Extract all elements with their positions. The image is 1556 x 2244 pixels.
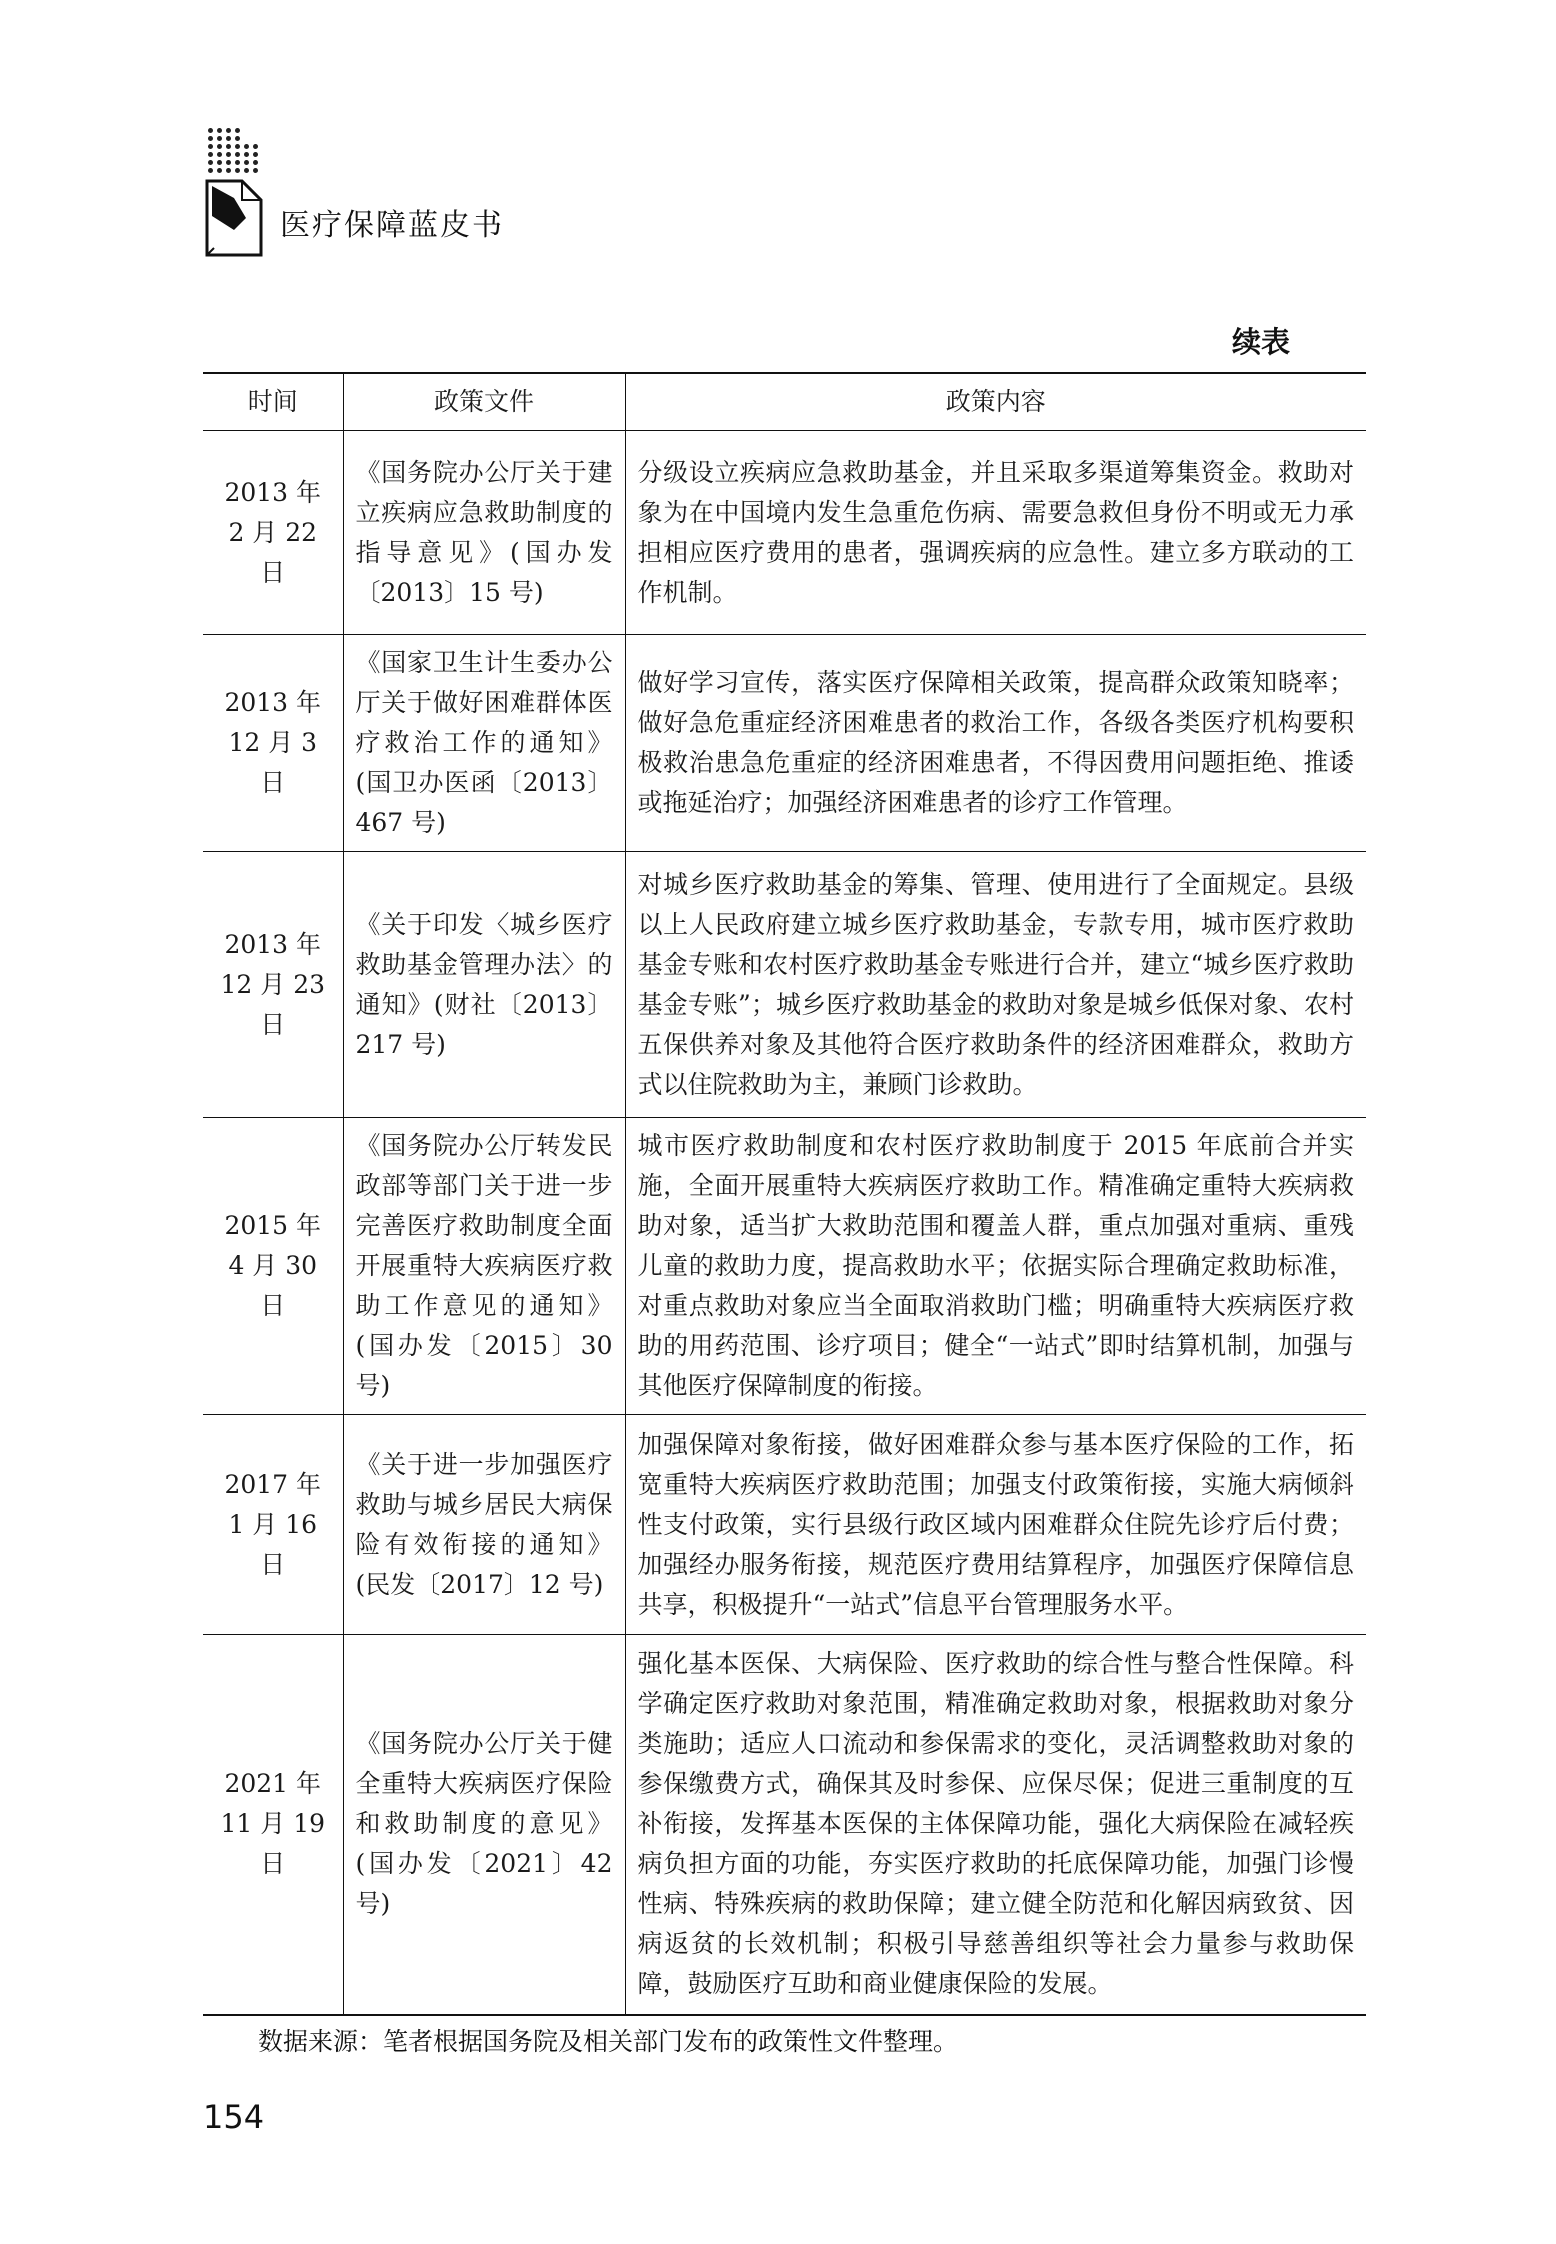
dot	[217, 168, 222, 173]
date-cell	[203, 1635, 343, 2015]
dot	[244, 160, 249, 165]
date-cell	[203, 852, 343, 1118]
dot	[208, 152, 213, 157]
date-day: 11 月 19 日	[220, 1809, 326, 1879]
dot	[217, 144, 222, 149]
dot	[235, 168, 240, 173]
dot	[244, 144, 249, 149]
table-continued-label: 续表	[1231, 325, 1290, 359]
policy-table	[203, 372, 1366, 2016]
dot	[253, 152, 258, 157]
column-header-content: 政策内容	[625, 373, 1366, 431]
document-cell: 《国务院办公厅关于健全重特大疾病医疗保险和救助制度的意见》(国办发〔2021〕42 号)	[343, 1635, 625, 2015]
running-header	[200, 118, 600, 268]
dot	[217, 152, 222, 157]
dot	[226, 144, 231, 149]
date-day: 4 月 30 日	[228, 1251, 318, 1320]
dot	[226, 168, 231, 173]
date-year: 2013 年	[224, 688, 322, 717]
content-cell: 城市医疗救助制度和农村医疗救助制度于 2015 年底前合并实施，全面开展重特大疾病医疗救助工作。精准确定重特大疾病救助对象，适当扩大救助范围和覆盖人群，重点加强对重病、重残儿童的救助力度，提高救助水平；依据实际合理确定救助标准，对重点救助对象应当全面取消救助门槛；明确重特大疾病医疗救助的用药范围、诊疗项目；健全“一站式”即时结算机制，加强与其他医疗保障制度的衔接。	[625, 1118, 1366, 1415]
dot	[208, 136, 213, 141]
dot	[235, 136, 240, 141]
dot	[217, 160, 222, 165]
source-note: 数据来源：笔者根据国务院及相关部门发布的政策性文件整理。	[258, 2027, 959, 2056]
date-day: 12 月 23 日	[220, 969, 326, 1039]
date-cell	[203, 1118, 343, 1415]
dot	[253, 144, 258, 149]
column-header-document: 政策文件	[343, 373, 625, 431]
dot	[244, 168, 249, 173]
table-row	[203, 1635, 1366, 2015]
book-title: 医疗保障蓝皮书	[280, 208, 504, 243]
dot	[226, 152, 231, 157]
date-cell	[203, 635, 343, 852]
date-year: 2015 年	[224, 1211, 322, 1240]
table-header-row	[203, 373, 1366, 431]
dot	[217, 136, 222, 141]
dot	[217, 128, 222, 133]
book-icon	[204, 178, 264, 258]
table-row	[203, 431, 1366, 635]
document-cell: 《关于进一步加强医疗救助与城乡居民大病保险有效衔接的通知》(民发〔2017〕12 号)	[343, 1415, 625, 1635]
date-day: 12 月 3 日	[228, 728, 318, 797]
dot	[208, 144, 213, 149]
dot	[226, 136, 231, 141]
dot	[208, 128, 213, 133]
dot	[253, 160, 258, 165]
dot	[226, 160, 231, 165]
date-cell	[203, 431, 343, 635]
table-row	[203, 635, 1366, 852]
date-year: 2021 年	[224, 1769, 322, 1799]
column-header-date: 时间	[203, 373, 343, 431]
dot	[235, 160, 240, 165]
date-cell	[203, 1415, 343, 1635]
table-row	[203, 1415, 1366, 1635]
dot	[208, 168, 213, 173]
table-row	[203, 1118, 1366, 1415]
content-cell: 做好学习宣传，落实医疗保障相关政策，提高群众政策知晓率；做好急危重症经济困难患者的救治工作，各级各类医疗机构要积极救治患急危重症的经济困难患者，不得因费用问题拒绝、推诿或拖延治疗；加强经济困难患者的诊疗工作管理。	[625, 635, 1366, 852]
dot	[226, 128, 231, 133]
content-cell: 强化基本医保、大病保险、医疗救助的综合性与整合性保障。科学确定医疗救助对象范围，精准确定救助对象，根据救助对象分类施助；适应人口流动和参保需求的变化，灵活调整救助对象的参保缴费方式，确保其及时参保、应保尽保；促进三重制度的互补衔接，发挥基本医保的主体保障功能，强化大病保险在减轻疾病负担方面的功能，夯实医疗救助的托底保障功能，加强门诊慢性病、特殊疾病的救助保障；建立健全防范和化解因病致贫、因病返贫的长效机制；积极引导慈善组织等社会力量参与救助保障，鼓励医疗互助和商业健康保险的发展。	[625, 1635, 1366, 2015]
dot	[235, 144, 240, 149]
document-cell: 《国务院办公厅转发民政部等部门关于进一步完善医疗救助制度全面开展重特大疾病医疗救助工作意见的通知》(国办发〔2015〕30 号)	[343, 1118, 625, 1415]
dot	[253, 168, 258, 173]
date-year: 2013 年	[224, 477, 322, 507]
document-cell: 《国家卫生计生委办公厅关于做好困难群体医疗救治工作的通知》(国卫办医函〔2013〕467 号)	[343, 635, 625, 852]
document-cell: 《国务院办公厅关于建立疾病应急救助制度的指导意见》(国办发〔2013〕15 号)	[343, 431, 625, 635]
dot	[208, 160, 213, 165]
table-row	[203, 852, 1366, 1118]
date-day: 2 月 22 日	[228, 517, 318, 587]
date-year: 2017 年	[224, 1469, 322, 1499]
dot	[235, 152, 240, 157]
date-day: 1 月 16 日	[228, 1509, 318, 1579]
content-cell: 分级设立疾病应急救助基金，并且采取多渠道筹集资金。救助对象为在中国境内发生急重危伤病、需要急救但身份不明或无力承担相应医疗费用的患者，强调疾病的应急性。建立多方联动的工作机制。	[625, 431, 1366, 635]
content-cell: 对城乡医疗救助基金的筹集、管理、使用进行了全面规定。县级以上人民政府建立城乡医疗救助基金，专款专用，城市医疗救助基金专账和农村医疗救助基金专账进行合并，建立“城乡医疗救助基金专账”；城乡医疗救助基金的救助对象是城乡低保对象、农村五保供养对象及其他符合医疗救助条件的经济困难群众，救助方式以住院救助为主，兼顾门诊救助。	[625, 852, 1366, 1118]
document-cell: 《关于印发〈城乡医疗救助基金管理办法〉的通知》(财社〔2013〕217 号)	[343, 852, 625, 1118]
date-year: 2013 年	[224, 929, 322, 959]
page-number: 154	[203, 2098, 265, 2136]
dot	[244, 152, 249, 157]
dot	[235, 128, 240, 133]
content-cell: 加强保障对象衔接，做好困难群众参与基本医疗保险的工作，拓宽重特大疾病医疗救助范围；加强支付政策衔接，实施大病倾斜性支付政策，实行县级行政区域内困难群众住院先诊疗后付费；加强经办服务衔接，规范医疗费用结算程序，加强医疗保障信息共享，积极提升“一站式”信息平台管理服务水平。	[625, 1415, 1366, 1635]
